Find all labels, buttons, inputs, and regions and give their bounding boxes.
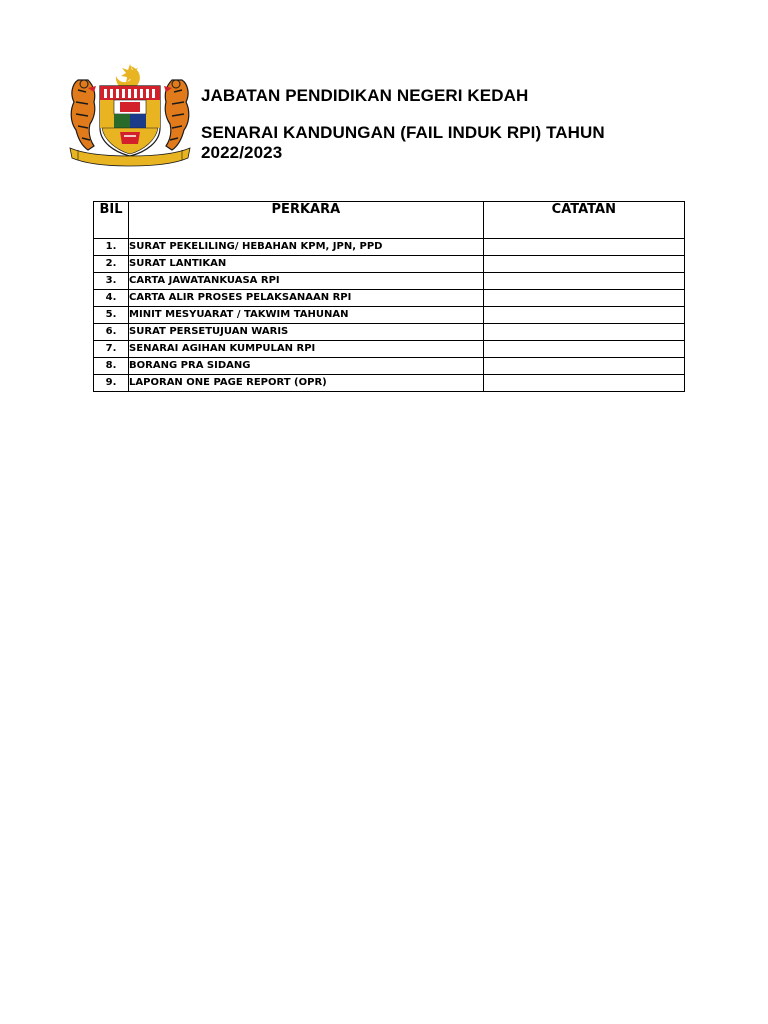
row-perkara: MINIT MESYUARAT / TAKWIM TAHUNAN xyxy=(129,307,484,324)
header-bil: BIL xyxy=(94,202,129,239)
table-row xyxy=(94,307,685,324)
table-row xyxy=(94,358,685,375)
row-perkara: LAPORAN ONE PAGE REPORT (OPR) xyxy=(129,375,484,392)
row-perkara: SURAT PEKELILING/ HEBAHAN KPM, JPN, PPD xyxy=(129,239,484,256)
right-tiger-icon xyxy=(164,80,189,150)
table-row xyxy=(94,256,685,273)
table-row xyxy=(94,341,685,358)
row-bil: 1. xyxy=(94,239,129,256)
row-bil: 8. xyxy=(94,358,129,375)
row-perkara: SENARAI AGIHAN KUMPULAN RPI xyxy=(129,341,484,358)
row-bil: 3. xyxy=(94,273,129,290)
document-title: SENARAI KANDUNGAN (FAIL INDUK RPI) TAHUN 2022/2023 xyxy=(201,123,605,162)
row-catatan xyxy=(483,324,684,341)
table-row xyxy=(94,273,685,290)
row-bil: 4. xyxy=(94,290,129,307)
table-row xyxy=(94,324,685,341)
row-catatan xyxy=(483,341,684,358)
row-bil: 5. xyxy=(94,307,129,324)
table-row xyxy=(94,290,685,307)
row-catatan xyxy=(483,239,684,256)
coat-of-arms-logo xyxy=(64,62,196,168)
contents-table xyxy=(93,201,685,392)
row-bil: 9. xyxy=(94,375,129,392)
row-bil: 7. xyxy=(94,341,129,358)
organization-title: JABATAN PENDIDIKAN NEGERI KEDAH xyxy=(201,86,529,105)
table-row xyxy=(94,239,685,256)
table-header-row xyxy=(94,202,685,239)
row-catatan xyxy=(483,358,684,375)
left-tiger-icon xyxy=(71,80,96,150)
row-perkara: SURAT LANTIKAN xyxy=(129,256,484,273)
row-catatan xyxy=(483,307,684,324)
row-perkara: BORANG PRA SIDANG xyxy=(129,358,484,375)
row-perkara: CARTA JAWATANKUASA RPI xyxy=(129,273,484,290)
row-perkara: SURAT PERSETUJUAN WARIS xyxy=(129,324,484,341)
row-bil: 6. xyxy=(94,324,129,341)
row-catatan xyxy=(483,290,684,307)
row-perkara: CARTA ALIR PROSES PELAKSANAAN RPI xyxy=(129,290,484,307)
table-row xyxy=(94,375,685,392)
shield-icon xyxy=(100,86,160,156)
row-catatan xyxy=(483,375,684,392)
row-catatan xyxy=(483,256,684,273)
row-catatan xyxy=(483,273,684,290)
row-bil: 2. xyxy=(94,256,129,273)
header-catatan: CATATAN xyxy=(483,202,684,239)
header-perkara: PERKARA xyxy=(129,202,484,239)
